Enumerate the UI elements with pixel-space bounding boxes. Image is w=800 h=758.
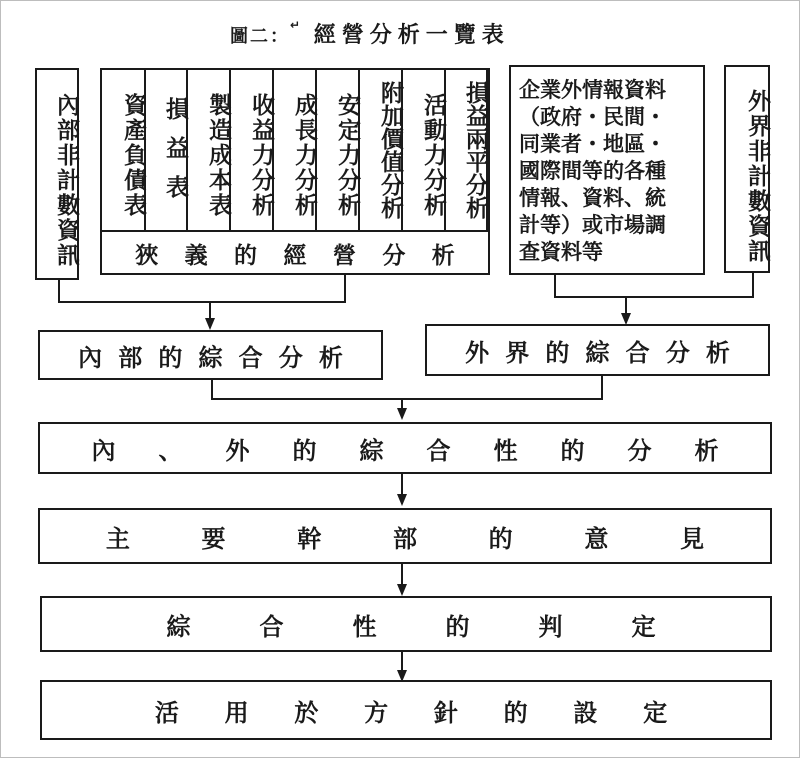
arrow-down-icon bbox=[397, 408, 407, 420]
policy-setting-box: 活 用 於 方 針 的 設 定 bbox=[40, 680, 772, 740]
connector bbox=[625, 296, 627, 314]
column-profitability bbox=[231, 70, 274, 230]
column-activity bbox=[403, 70, 446, 230]
connector bbox=[58, 301, 346, 303]
column-label: 製造成本表 bbox=[205, 92, 231, 218]
connector bbox=[401, 474, 403, 496]
external-info-text: 企業外情報資料 （政府・民間・ 同業者・地區・ 國際間等的各種 情報、資料、統 計等）或市場調 查資料等 bbox=[519, 78, 666, 264]
arrow-down-icon bbox=[397, 584, 407, 596]
column-label: 收益力分析 bbox=[248, 92, 274, 218]
connector bbox=[58, 280, 60, 302]
connector bbox=[344, 275, 346, 302]
column-label: 成長力分析 bbox=[291, 92, 317, 218]
combined-analysis-box: 內 、 外 的 綜 合 性 的 分 析 bbox=[38, 422, 772, 474]
external-non-numeric-label: 外界非計數資訊 bbox=[744, 88, 770, 264]
column-label: 附加價值分析 bbox=[377, 81, 403, 219]
arrow-down-icon bbox=[397, 494, 407, 506]
internal-non-numeric-label: 內部非計數資訊 bbox=[53, 92, 79, 268]
connector bbox=[211, 380, 213, 400]
column-stability bbox=[317, 70, 360, 230]
external-synthesis-box: 外 界 的 綜 合 分 析 bbox=[425, 324, 770, 376]
arrow-down-icon bbox=[205, 318, 215, 330]
connector bbox=[401, 652, 403, 672]
comprehensive-judgment-box: 綜 合 性 的 判 定 bbox=[40, 596, 772, 652]
connector bbox=[752, 273, 754, 297]
connector bbox=[601, 376, 603, 400]
column-label: 損益兩平分析 bbox=[462, 81, 488, 219]
narrow-analysis-box bbox=[100, 68, 490, 275]
column-label: 安定力分析 bbox=[334, 92, 360, 218]
column-manufacturing-cost bbox=[188, 70, 231, 230]
connector bbox=[401, 564, 403, 586]
connector bbox=[554, 275, 556, 297]
return-mark-icon: ↵ bbox=[290, 18, 301, 32]
column-income-statement bbox=[146, 70, 188, 230]
figure-label: 圖二： bbox=[230, 26, 290, 47]
column-balance-sheet bbox=[102, 70, 146, 230]
connector bbox=[211, 398, 603, 400]
column-growth bbox=[274, 70, 317, 230]
column-label: 損益表 bbox=[162, 96, 188, 214]
external-info-box bbox=[509, 65, 705, 275]
column-break-even bbox=[446, 70, 488, 230]
column-label: 活動力分析 bbox=[420, 92, 446, 218]
connector bbox=[209, 301, 211, 319]
internal-non-numeric-box bbox=[35, 68, 79, 280]
executive-opinion-box: 主 要 幹 部 的 意 見 bbox=[38, 508, 772, 564]
internal-synthesis-box: 內 部 的 綜 合 分 析 bbox=[38, 330, 383, 380]
diagram-title bbox=[230, 18, 510, 49]
column-value-added bbox=[360, 70, 403, 230]
narrow-business-analysis-label: 狹 義 的 經 營 分 析 bbox=[102, 230, 488, 275]
title-text: 經營分析一覽表 bbox=[313, 23, 510, 48]
column-label: 資產負債表 bbox=[120, 92, 146, 218]
external-non-numeric-box bbox=[724, 65, 770, 273]
connector bbox=[554, 296, 754, 298]
